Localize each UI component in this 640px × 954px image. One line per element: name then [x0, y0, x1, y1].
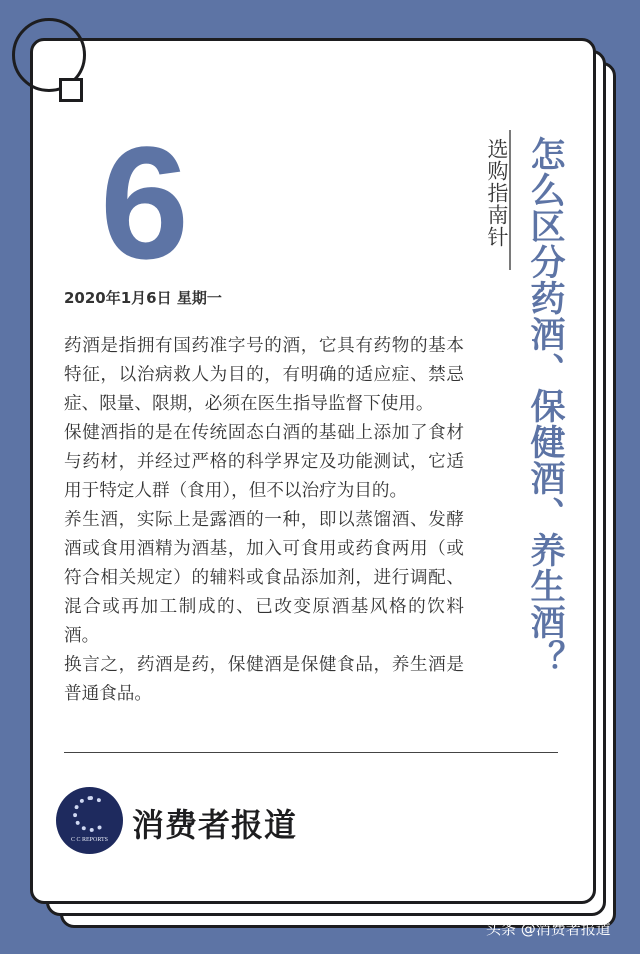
- paragraph-summary: 换言之，药酒是药，保健酒是保健食品，养生酒是普通食品。: [64, 655, 464, 704]
- page-title: 怎么区分药酒、保健酒、养生酒？: [525, 136, 565, 676]
- square-decoration-icon: [59, 78, 83, 102]
- footer-divider: [64, 752, 558, 753]
- logo-caption: C C REPORTS: [71, 837, 108, 843]
- brand-name: 消费者报道: [132, 806, 298, 844]
- article-body: [64, 332, 464, 709]
- paragraph-health-liquor: 保健酒指的是在传统固态白酒的基础上添加了食材与药材，并经过严格的科学界定及功能测试，它适用于特定人群（食用），但不以治疗为目的。: [64, 423, 464, 501]
- day-number: 6: [100, 113, 189, 292]
- logo-ring-icon: [73, 796, 109, 832]
- page-subtitle: 选购指南针: [485, 138, 509, 248]
- date-label: 2020年1月6日 星期一: [64, 289, 222, 307]
- paragraph-medicinal-liquor: 药酒是指拥有国药准字号的酒，它具有药物的基本特征，以治病救人为目的，有明确的适应症、禁忌症、限量、限期，必须在医生指导监督下使用。: [64, 336, 464, 414]
- brand-logo-icon: [56, 787, 123, 854]
- source-watermark: 头条 @消费者报道: [486, 920, 611, 938]
- paragraph-wellness-liquor: 养生酒，实际上是露酒的一种，即以蒸馏酒、发酵酒或食用酒精为酒基，加入可食用或药食两用（或符合相关规定）的辅料或食品添加剂，进行调配、混合或再加工制成的、已改变原酒基风格的饮料酒。: [64, 510, 464, 646]
